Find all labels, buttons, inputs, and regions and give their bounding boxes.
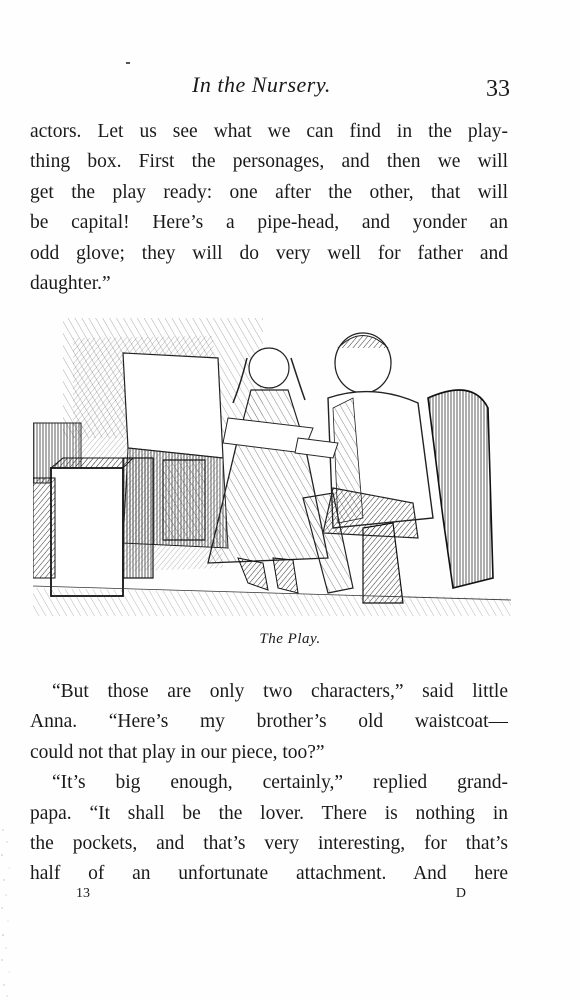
text-line: the pockets, and that’s very interesting, for that’s — [30, 832, 508, 854]
page-number: 33 — [486, 76, 510, 102]
text-line: “But those are only two characters,” said little — [52, 681, 508, 702]
signature-number: 13 — [76, 886, 90, 901]
text-line: Anna. “Here’s my brother’s old waistcoat— — [30, 711, 508, 733]
engraving-illustration — [33, 318, 511, 616]
text-line: thing box. First the personages, and then we will — [30, 151, 508, 173]
text-line: “It’s big enough, certainly,” replied grand- — [52, 772, 508, 794]
text-line: daughter.” — [30, 272, 111, 294]
ink-speck — [126, 62, 130, 64]
text-line: get the play ready: one after the other, that will — [30, 181, 508, 203]
paragraph-bottom — [30, 677, 508, 890]
text-line: half of an unfortunate attachment. And here — [30, 863, 508, 885]
page-header — [30, 66, 510, 106]
running-title: In the Nursery. — [192, 72, 331, 97]
figure-caption: The Play. — [259, 631, 321, 647]
text-line: be capital! Here’s a pipe-head, and yonder an — [30, 212, 508, 234]
text-line: actors. Let us see what we can find in the play- — [30, 121, 508, 142]
signature-letter: D — [455, 886, 466, 901]
paragraph-top — [30, 117, 508, 299]
text-line: odd glove; they will do very well for father and — [30, 242, 508, 264]
text-line: could not that play in our piece, too?” — [30, 741, 325, 763]
gutter-speckle — [0, 820, 14, 1000]
signature-footer — [76, 886, 466, 910]
text-line: papa. “It shall be the lover. There is nothing in — [30, 802, 508, 824]
